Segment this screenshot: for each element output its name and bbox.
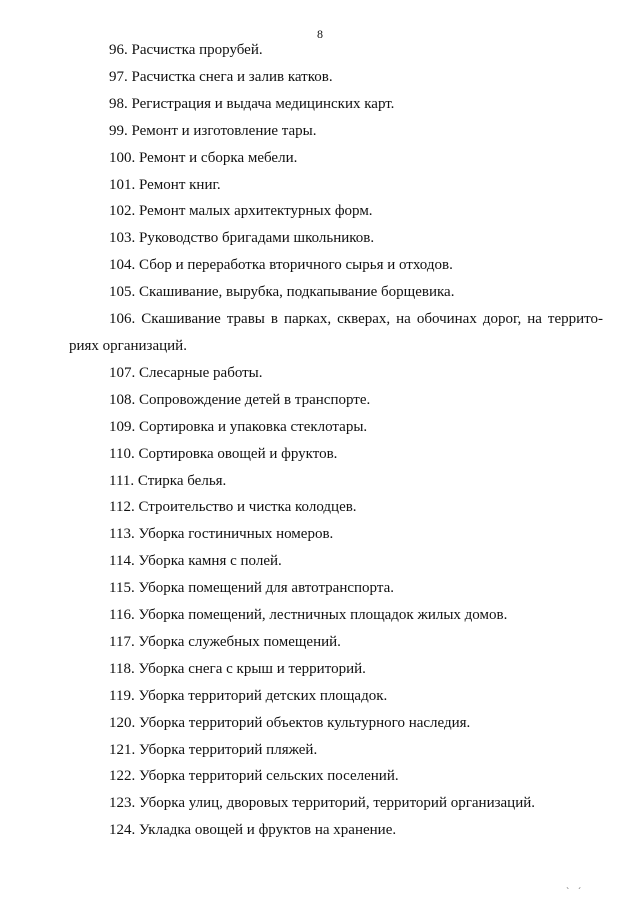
list-item: 100. Ремонт и сборка мебели.	[109, 149, 298, 166]
list-item: 109. Сортировка и упаковка стеклотары.	[109, 418, 368, 435]
list-item: 97. Расчистка снега и залив катков.	[109, 68, 333, 85]
list-item: 121. Уборка территорий пляжей.	[109, 741, 318, 758]
list-item: 117. Уборка служебных помещений.	[109, 633, 341, 650]
list-item: 106. Скашивание травы в парках, скверах, на обочинах дорог, на террито-риях организаций.	[69, 311, 603, 354]
list-item: 122. Уборка территорий сельских поселений.	[109, 768, 399, 785]
list-item: 114. Уборка камня с полей.	[109, 553, 282, 570]
list-item: 98. Регистрация и выдача медицинских карт.	[109, 95, 395, 112]
list-item: 118. Уборка снега с крыш и территорий.	[109, 660, 366, 677]
list-item: 107. Слесарные работы.	[109, 364, 263, 381]
list-item: 116. Уборка помещений, лестничных площадок жилых домов.	[109, 607, 508, 624]
page-number: 8	[317, 27, 323, 41]
list-item: 108. Сопровождение детей в транспорте.	[109, 391, 371, 408]
list-item: 110. Сортировка овощей и фруктов.	[109, 445, 338, 462]
list-item: 119. Уборка территорий детских площадок.	[109, 687, 388, 704]
list-item: 99. Ремонт и изготовление тары.	[109, 122, 317, 139]
list-item: 115. Уборка помещений для автотранспорта.	[109, 580, 394, 597]
list-item: 124. Укладка овощей и фруктов на хранение.	[109, 822, 397, 839]
list-item: 104. Сбор и переработка вторичного сырья и отходов.	[109, 257, 453, 274]
occupation-list	[69, 37, 603, 844]
scan-mark: ` ´	[566, 887, 585, 898]
list-item: 96. Расчистка прорубей.	[109, 42, 263, 58]
list-item: 113. Уборка гостиничных номеров.	[109, 526, 334, 543]
list-item: 105. Скашивание, вырубка, подкапывание борщевика.	[109, 284, 455, 301]
list-item: 101. Ремонт книг.	[109, 176, 221, 193]
list-item: 103. Руководство бригадами школьников.	[109, 230, 375, 247]
list-item: 120. Уборка территорий объектов культурного наследия.	[109, 714, 471, 731]
list-item: 102. Ремонт малых архитектурных форм.	[109, 203, 373, 220]
list-item: 112. Строительство и чистка колодцев.	[109, 499, 357, 516]
list-item: 111. Стирка белья.	[109, 472, 227, 489]
list-item: 123. Уборка улиц, дворовых территорий, территорий организаций.	[109, 795, 536, 812]
